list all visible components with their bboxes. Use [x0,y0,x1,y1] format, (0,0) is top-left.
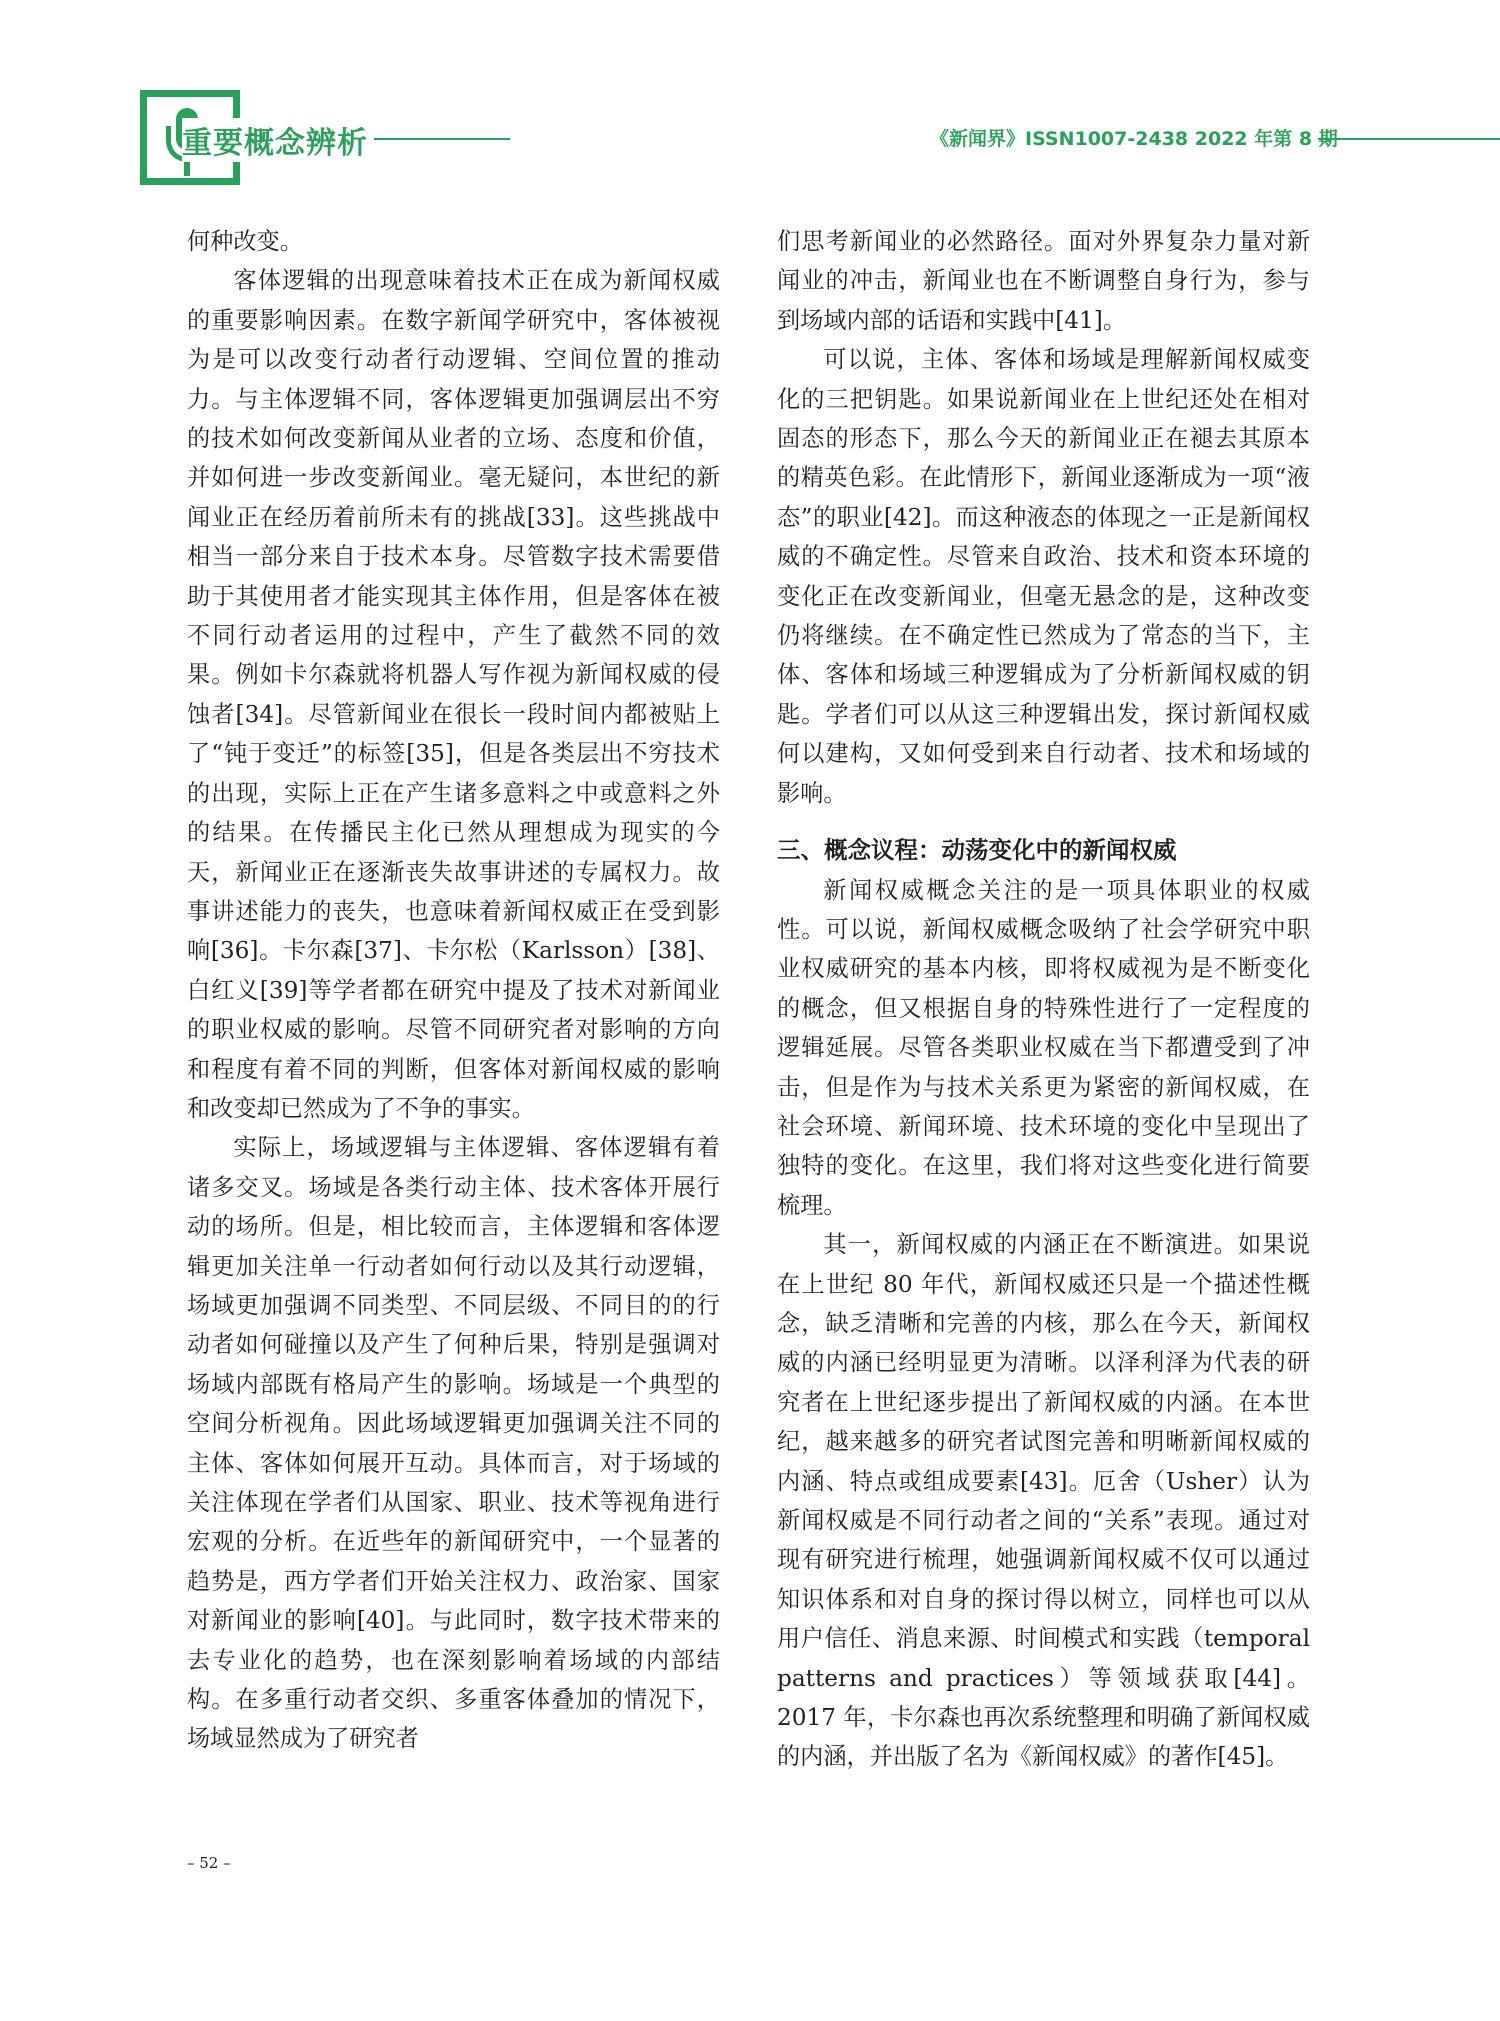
right-column [777,222,1310,1777]
paragraph: 新闻权威概念关注的是一项具体职业的权威性。可以说，新闻权威概念吸纳了社会学研究中职业权威研究的基本内核，即将权威视为是不断变化的概念，但又根据自身的特殊性进行了一定程度的逻辑延展。尽管各类职业权威在当下都遭受到了冲击，但是作为与技术关系更为紧密的新闻权威，在社会环境、新闻环境、技术环境的变化中呈现出了独特的变化。在这里，我们将对这些变化进行简要梳理。 [777,876,1310,1219]
left-column [187,222,720,1759]
section-title: 重要概念辨析 [182,118,374,162]
paragraph: 其一，新闻权威的内涵正在不断演进。如果说在上世纪 80 年代，新闻权威还只是一个描述性概念，缺乏清晰和完善的内核，那么在今天，新闻权威的内涵已经明显更为清晰。以泽利泽为代表的研究者在上世纪逐步提出了新闻权威的内涵。在本世纪，越来越多的研究者试图完善和明晰新闻权威的内涵、特点或组成要素[43]。厄舍（Usher）认为新闻权威是不同行动者之间的“关系”表现。通过对现有研究进行梳理，她强调新闻权威不仅可以通过知识体系和对自身的探讨得以树立，同样也可以从用户信任、消息来源、时间模式和实践（temporal patterns and practices）等领域获取[44]。2017 年，卡尔森也再次系统整理和明确了新闻权威的内涵，并出版了名为《新闻权威》的著作[45]。 [777,1231,1310,1771]
section-heading: 三、概念议程：动荡变化中的新闻权威 [777,836,1177,865]
page-number: – 52 – [187,1854,231,1872]
paragraph: 实际上，场域逻辑与主体逻辑、客体逻辑有着诸多交叉。场域是各类行动主体、技术客体开展行动的场所。但是，相比较而言，主体逻辑和客体逻辑更加关注单一行动者如何行动以及其行动逻辑，场域更加强调不同类型、不同层级、不同目的的行动者如何碰撞以及产生了何种后果，特别是强调对场域内部既有格局产生的影响。场域是一个典型的空间分析视角。因此场域逻辑更加强调关注不同的主体、客体如何展开互动。具体而言，对于场域的关注体现在学者们从国家、职业、技术等视角进行宏观的分析。在近些年的新闻研究中，一个显著的趋势是，西方学者们开始关注权力、政治家、国家对新闻业的影响[40]。与此同时，数字技术带来的去专业化的趋势，也在深刻影响着场域的内部结构。在多重行动者交织、多重客体叠加的情况下，场域显然成为了研究者 [187,1134,720,1753]
header-rule-right [1318,138,1500,140]
paragraph: 何种改变。 [187,228,303,255]
paragraph: 可以说，主体、客体和场域是理解新闻权威变化的三把钥匙。如果说新闻业在上世纪还处在相对固态的形态下，那么今天的新闻业正在褪去其原本的精英色彩。在此情形下，新闻业逐渐成为一项“液态”的职业[42]。而这种液态的体现之一正是新闻权威的不确定性。尽管来自政治、技术和资本环境的变化正在改变新闻业，但毫无悬念的是，这种改变仍将继续。在不确定性已然成为了常态的当下，主体、客体和场域三种逻辑成为了分析新闻权威的钥匙。学者们可以从这三种逻辑出发，探讨新闻权威何以建构，又如何受到来自行动者、技术和场域的影响。 [777,346,1310,807]
paragraph: 们思考新闻业的必然路径。面对外界复杂力量对新闻业的冲击，新闻业也在不断调整自身行为，参与到场域内部的话语和实践中[41]。 [777,228,1310,334]
journal-info: 《新闻界》ISSN1007-2438 2022 年第 8 期 [930,128,1338,150]
paragraph: 客体逻辑的出现意味着技术正在成为新闻权威的重要影响因素。在数字新闻学研究中，客体被视为是可以改变行动者行动逻辑、空间位置的推动力。与主体逻辑不同，客体逻辑更加强调层出不穷的技术如何改变新闻从业者的立场、态度和价值，并如何进一步改变新闻业。毫无疑问，本世纪的新闻业正在经历着前所未有的挑战[33]。这些挑战中相当一部分来自于技术本身。尽管数字技术需要借助于其使用者才能实现其主体作用，但是客体在被不同行动者运用的过程中，产生了截然不同的效果。例如卡尔森就将机器人写作视为新闻权威的侵蚀者[34]。尽管新闻业在很长一段时间内都被贴上了“钝于变迁”的标签[35]，但是各类层出不穷技术的出现，实际上正在产生诸多意料之中或意料之外的结果。在传播民主化已然从理想成为现实的今天，新闻业正在逐渐丧失故事讲述的专属权力。故事讲述能力的丧失，也意味着新闻权威正在受到影响[36]。卡尔森[37]、卡尔松（Karlsson）[38]、白红义[39]等学者都在研究中提及了技术对新闻业的职业权威的影响。尽管不同研究者对影响的方向和程度有着不同的判断，但客体对新闻权威的影响和改变却已然成为了不争的事实。 [187,267,720,1122]
